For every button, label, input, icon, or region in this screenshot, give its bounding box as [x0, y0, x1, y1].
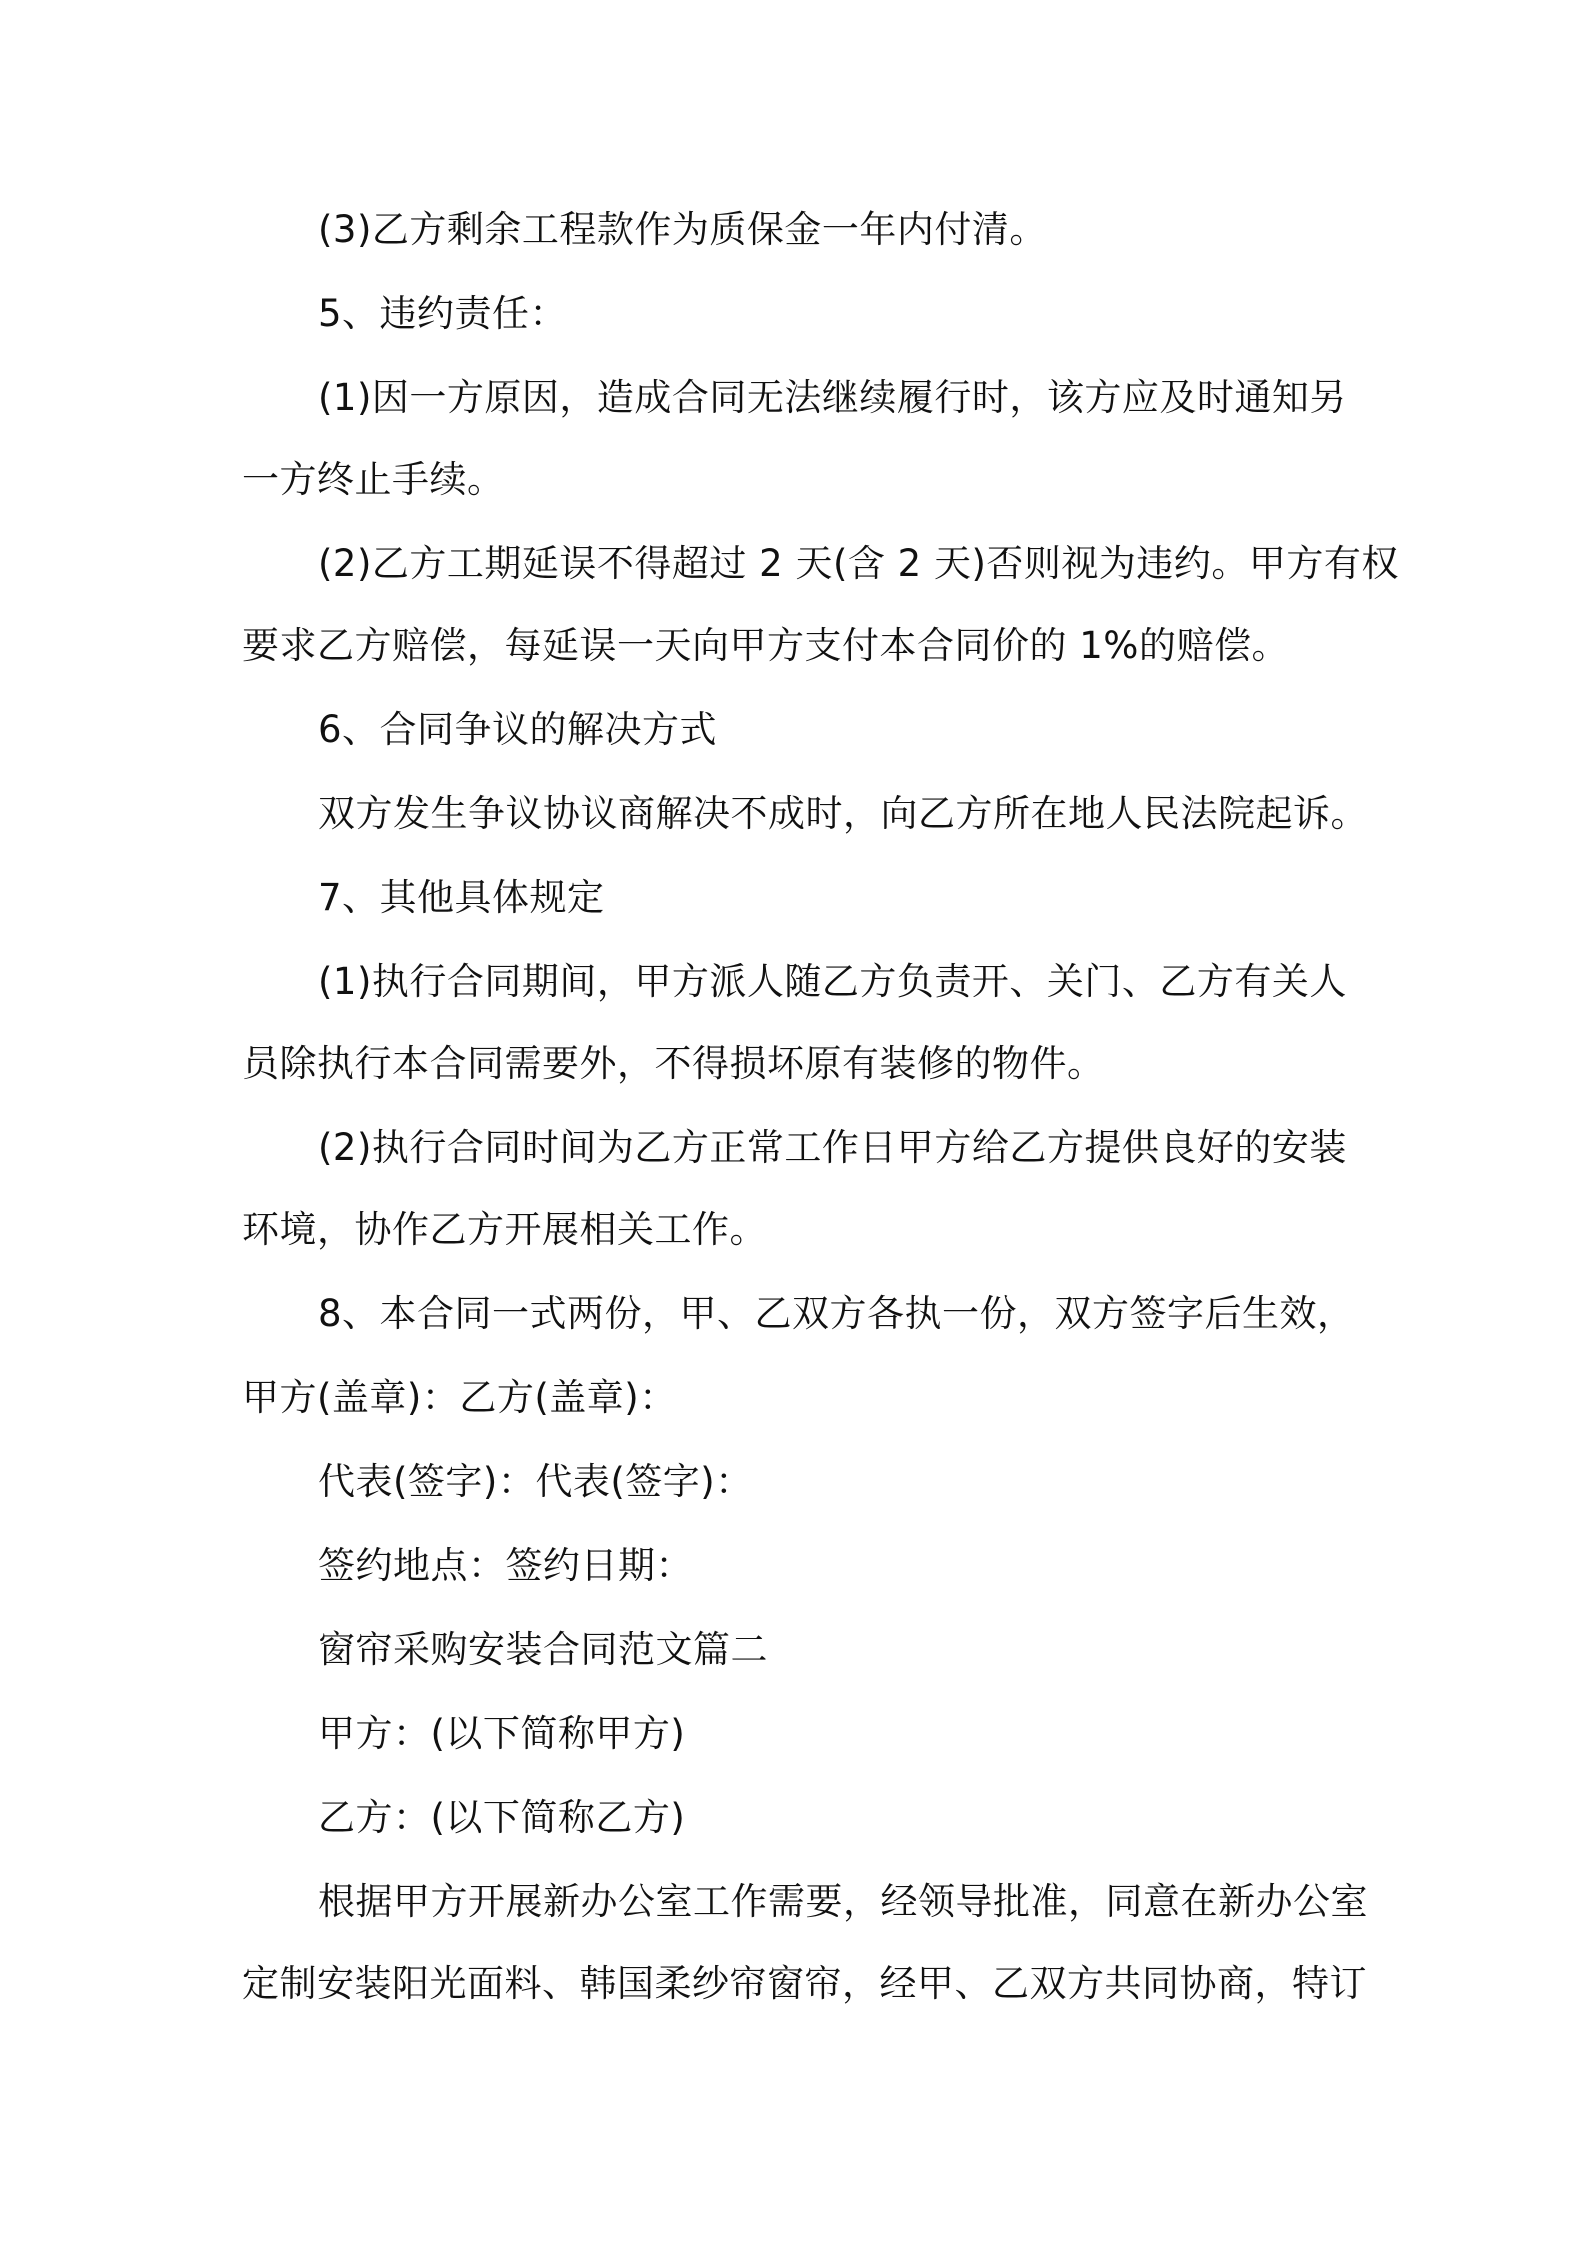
text-line: (2)乙方工期延误不得超过 2 天(含 2 天)否则视为违约。甲方有权	[318, 542, 1399, 585]
text-line: (1)执行合同期间，甲方派人随乙方负责开、关门、乙方有关人	[318, 960, 1347, 1003]
text-line: 员除执行本合同需要外，不得损坏原有装修的物件。	[242, 1042, 1105, 1085]
text-line: 根据甲方开展新办公室工作需要，经领导批准，同意在新办公室	[318, 1880, 1368, 1923]
section-heading: 5、违约责任：	[318, 292, 568, 335]
text-line: 环境，协作乙方开展相关工作。	[242, 1208, 767, 1251]
party-line: 乙方：(以下简称乙方)	[318, 1796, 686, 1839]
signature-line: 代表(签字)：代表(签字)：	[318, 1460, 753, 1503]
section-title: 窗帘采购安装合同范文篇二	[318, 1628, 768, 1671]
text-line: 8、本合同一式两份，甲、乙双方各执一份，双方签字后生效，	[318, 1292, 1355, 1335]
section-heading: 7、其他具体规定	[318, 876, 605, 919]
section-heading: 6、合同争议的解决方式	[318, 708, 718, 751]
party-line: 甲方：(以下简称甲方)	[318, 1712, 686, 1755]
signature-line: 签约地点：签约日期：	[318, 1544, 693, 1587]
text-line: 双方发生争议协议商解决不成时，向乙方所在地人民法院起诉。	[318, 792, 1368, 835]
text-line: 定制安装阳光面料、韩国柔纱帘窗帘，经甲、乙双方共同协商，特订	[242, 1962, 1367, 2005]
text-line: (2)执行合同时间为乙方正常工作日甲方给乙方提供良好的安装	[318, 1126, 1347, 1169]
text-line: 要求乙方赔偿，每延误一天向甲方支付本合同价的 1%的赔偿。	[242, 624, 1289, 667]
text-line: (1)因一方原因，造成合同无法继续履行时，该方应及时通知另	[318, 376, 1347, 419]
signature-line: 甲方(盖章)：乙方(盖章)：	[242, 1376, 677, 1419]
text-line: (3)乙方剩余工程款作为质保金一年内付清。	[318, 208, 1047, 251]
text-line: 一方终止手续。	[242, 458, 505, 501]
